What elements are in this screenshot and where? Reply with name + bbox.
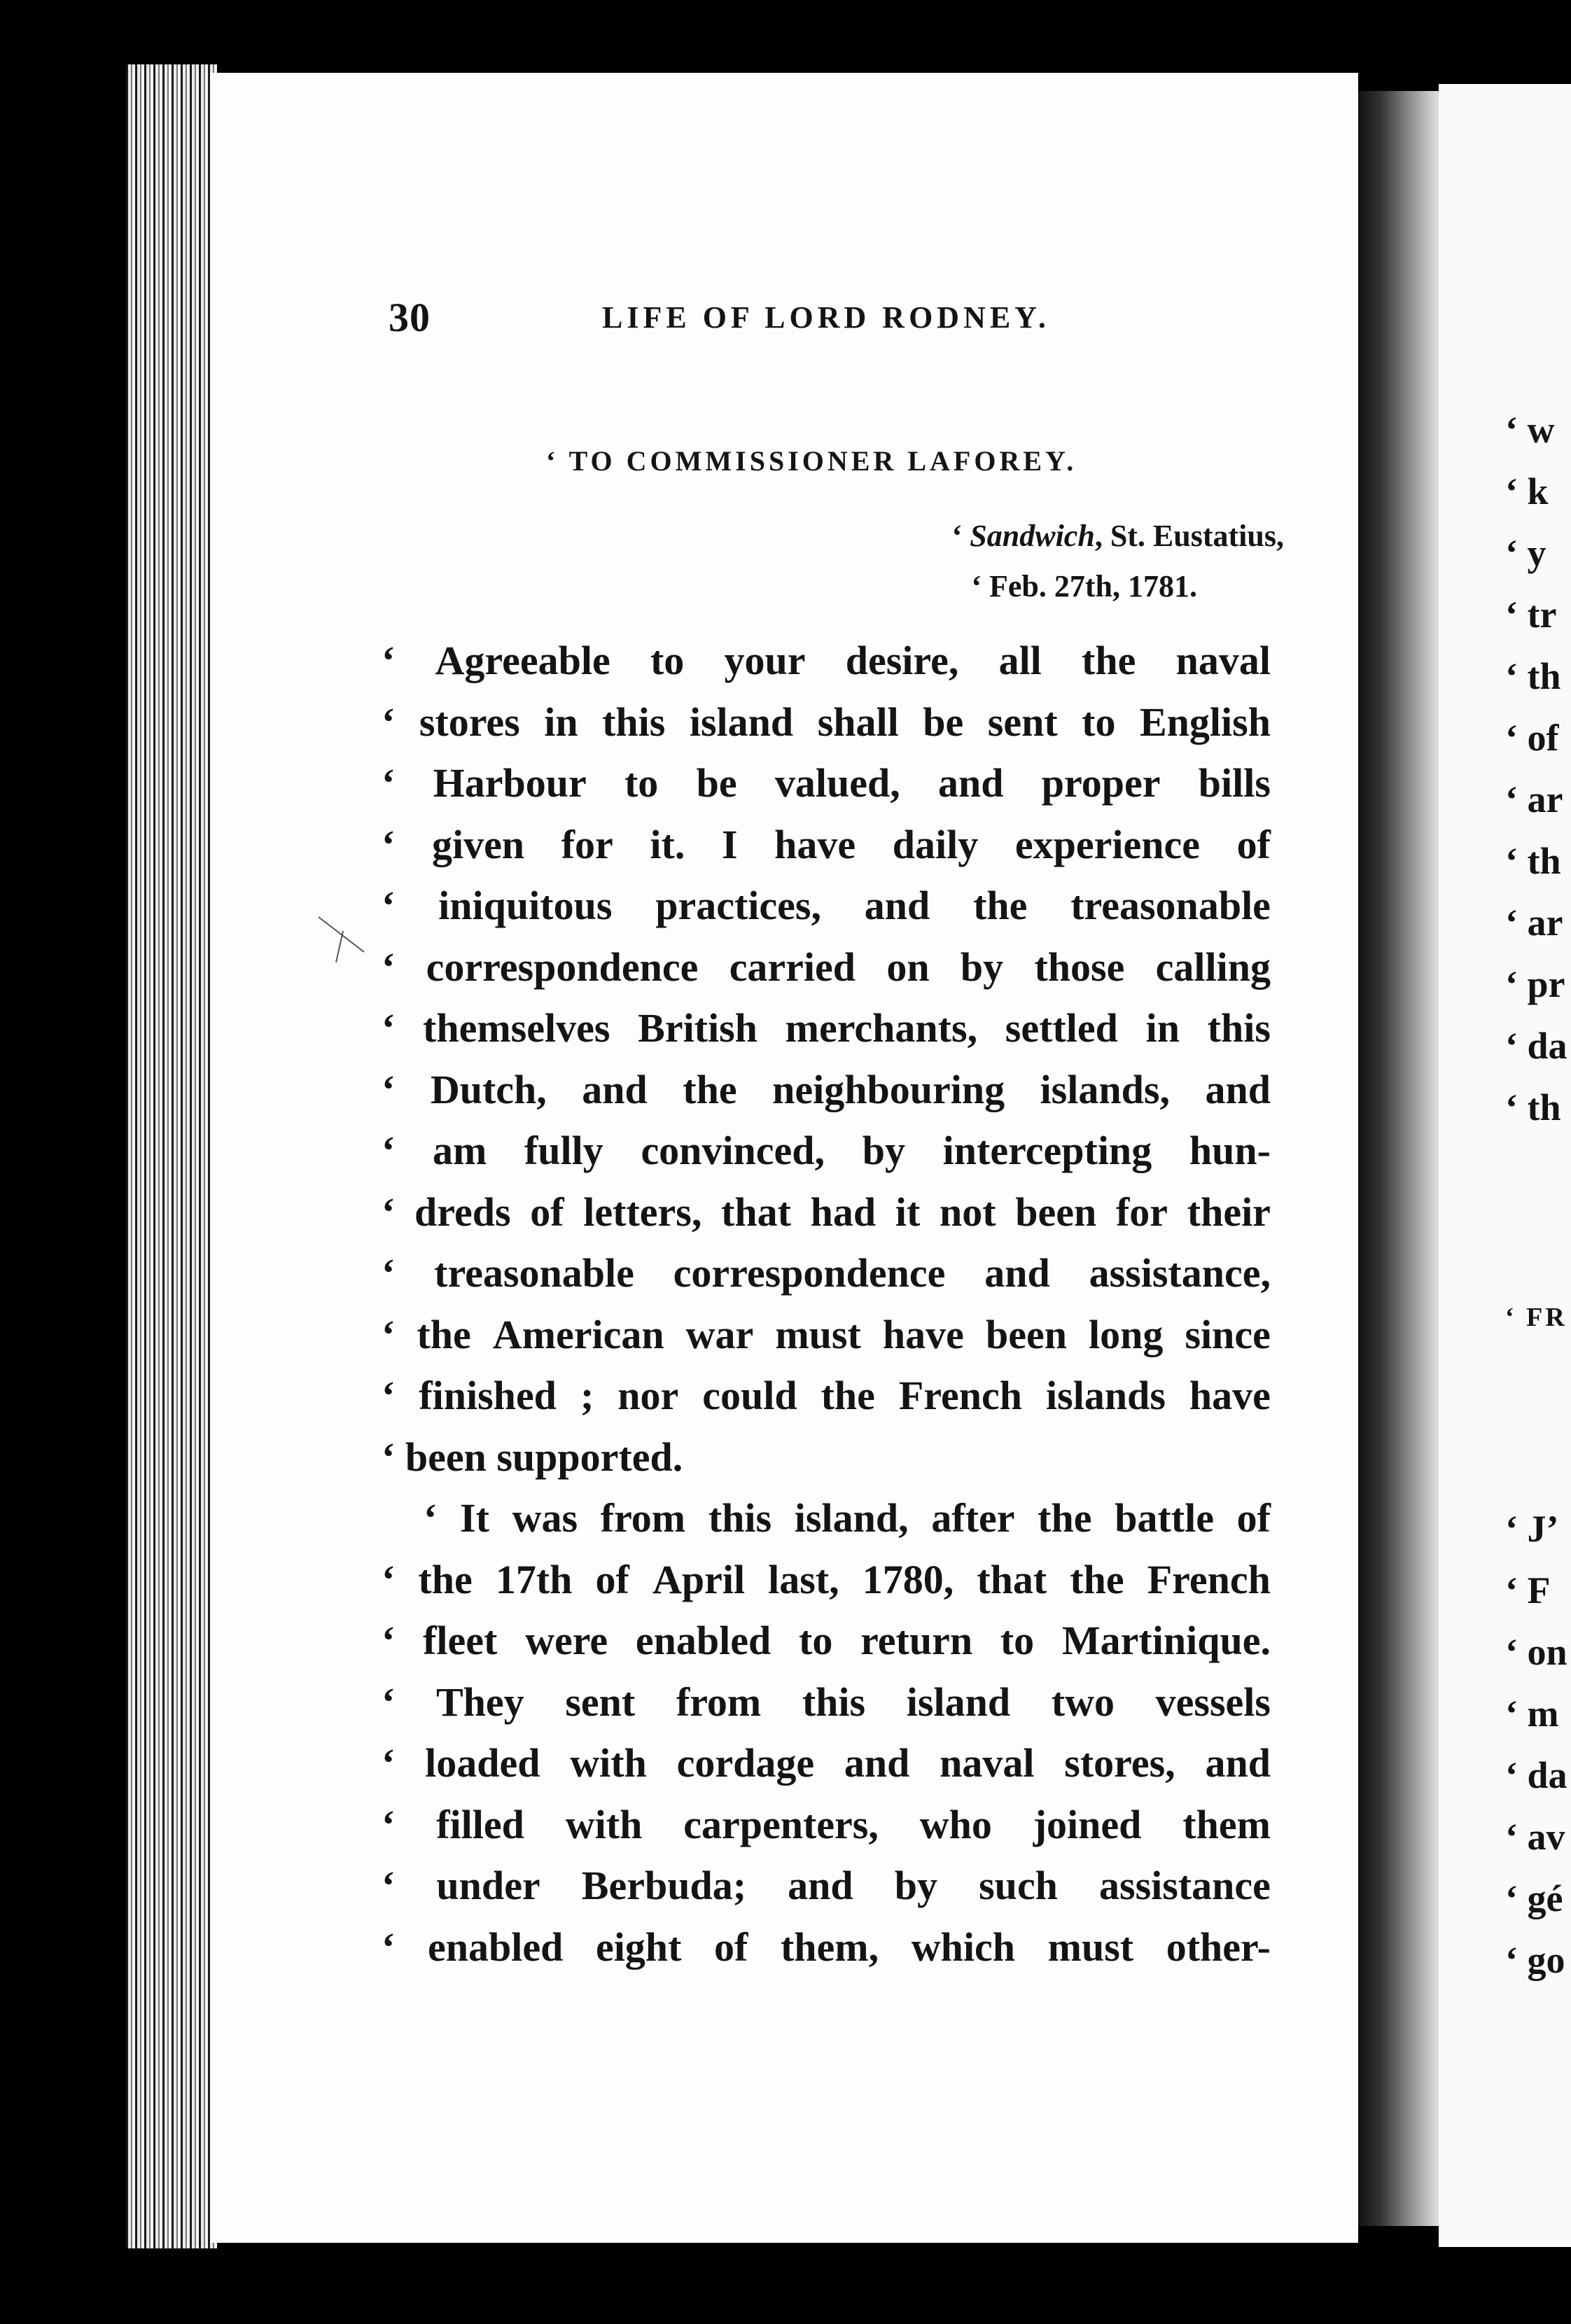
book-page-edges [126,64,217,2248]
facing-line: ‘ gé [1505,1877,1563,1919]
facing-line: ‘ da [1505,1025,1567,1067]
facing-line: ‘ da [1505,1754,1567,1796]
facing-page-text-bottom [1505,1498,1571,1991]
text-line: ‘ Harbour to be valued, and proper bills [382,760,1271,806]
text-line: ‘ am fully convinced, by intercepting hun- [382,1128,1271,1173]
page-number: 30 [389,295,431,340]
text-line: ‘ treasonable correspondence and assistance, [382,1250,1271,1296]
text-line: ‘ iniquitous practices, and the treasonable [382,883,1271,928]
facing-line: ‘ th [1505,1086,1561,1128]
facing-line: ‘ F [1505,1569,1551,1611]
dateline-location: , St. Eustatius, [1094,519,1284,553]
pencil-mark [315,903,378,966]
text-line: ‘ loaded with cordage and naval stores, and [382,1740,1271,1786]
facing-line: ‘ J’ [1505,1508,1559,1550]
running-head-title: LIFE OF LORD RODNEY. [602,300,1050,335]
text-line: ‘ They sent from this island two vessels [382,1679,1271,1725]
text-line: ‘ the 17th of April last, 1780, that the French [382,1556,1271,1602]
running-head [389,294,1299,343]
text-line: ‘ dreds of letters, that had it not been for their [382,1189,1271,1235]
text-line: ‘ given for it. I have daily experience of [382,821,1271,867]
facing-line: ‘ m [1505,1693,1559,1735]
text-line: ‘ finished ; nor could the French islands have [382,1373,1271,1418]
text-line: ‘ fleet were enabled to return to Martinique. [382,1618,1271,1663]
facing-line: ‘ k [1505,470,1549,512]
text-line: ‘ stores in this island shall be sent to English [382,699,1271,745]
facing-line: ‘ y [1505,532,1546,574]
dateline-date: ‘ Feb. 27th, 1781. [971,569,1197,603]
text-line: ‘ enabled eight of them, which must other- [382,1924,1271,1970]
facing-page-heading [1505,1302,1571,1333]
facing-line: ‘ pr [1505,963,1565,1005]
book-gutter [1358,91,1449,2226]
facing-line: ‘ w [1505,409,1555,451]
text-line: ‘ the American war must have been long since [382,1311,1271,1357]
facing-line: ‘ of [1505,717,1559,759]
dateline-quote: ‘ [951,519,970,553]
facing-line: ‘ go [1505,1939,1565,1981]
facing-line: ‘ tr [1505,594,1557,636]
facing-line: ‘ ar [1505,778,1563,820]
facing-line: ‘ on [1505,1631,1567,1673]
facing-page-text-top [1505,399,1571,1138]
text-line: ‘ themselves British merchants, settled in this [382,1005,1271,1051]
text-line: ‘ under Berbuda; and by such assistance [382,1863,1271,1908]
text-line: ‘ Agreeable to your desire, all the naval [382,638,1271,683]
dateline-ship: Sandwich [970,519,1095,553]
text-line: ‘ filled with carpenters, who joined them [382,1801,1271,1847]
letter-body [382,630,1271,1977]
dateline-place [952,518,1284,554]
letter-heading: ‘ TO COMMISSIONER LAFOREY. [546,445,1077,477]
text-line: ‘ correspondence carried on by those calling [382,944,1271,990]
text-line: ‘ It was from this island, after the battle of [424,1495,1271,1541]
facing-line: ‘ th [1505,655,1561,697]
facing-line: ‘ ar [1505,902,1563,944]
text-line: ‘ Dutch, and the neighbouring islands, and [382,1066,1271,1112]
facing-heading: ‘ FR [1505,1303,1567,1332]
facing-line: ‘ av [1505,1816,1565,1858]
facing-line: ‘ th [1505,840,1561,882]
text-line: ‘ been supported. [382,1434,683,1480]
